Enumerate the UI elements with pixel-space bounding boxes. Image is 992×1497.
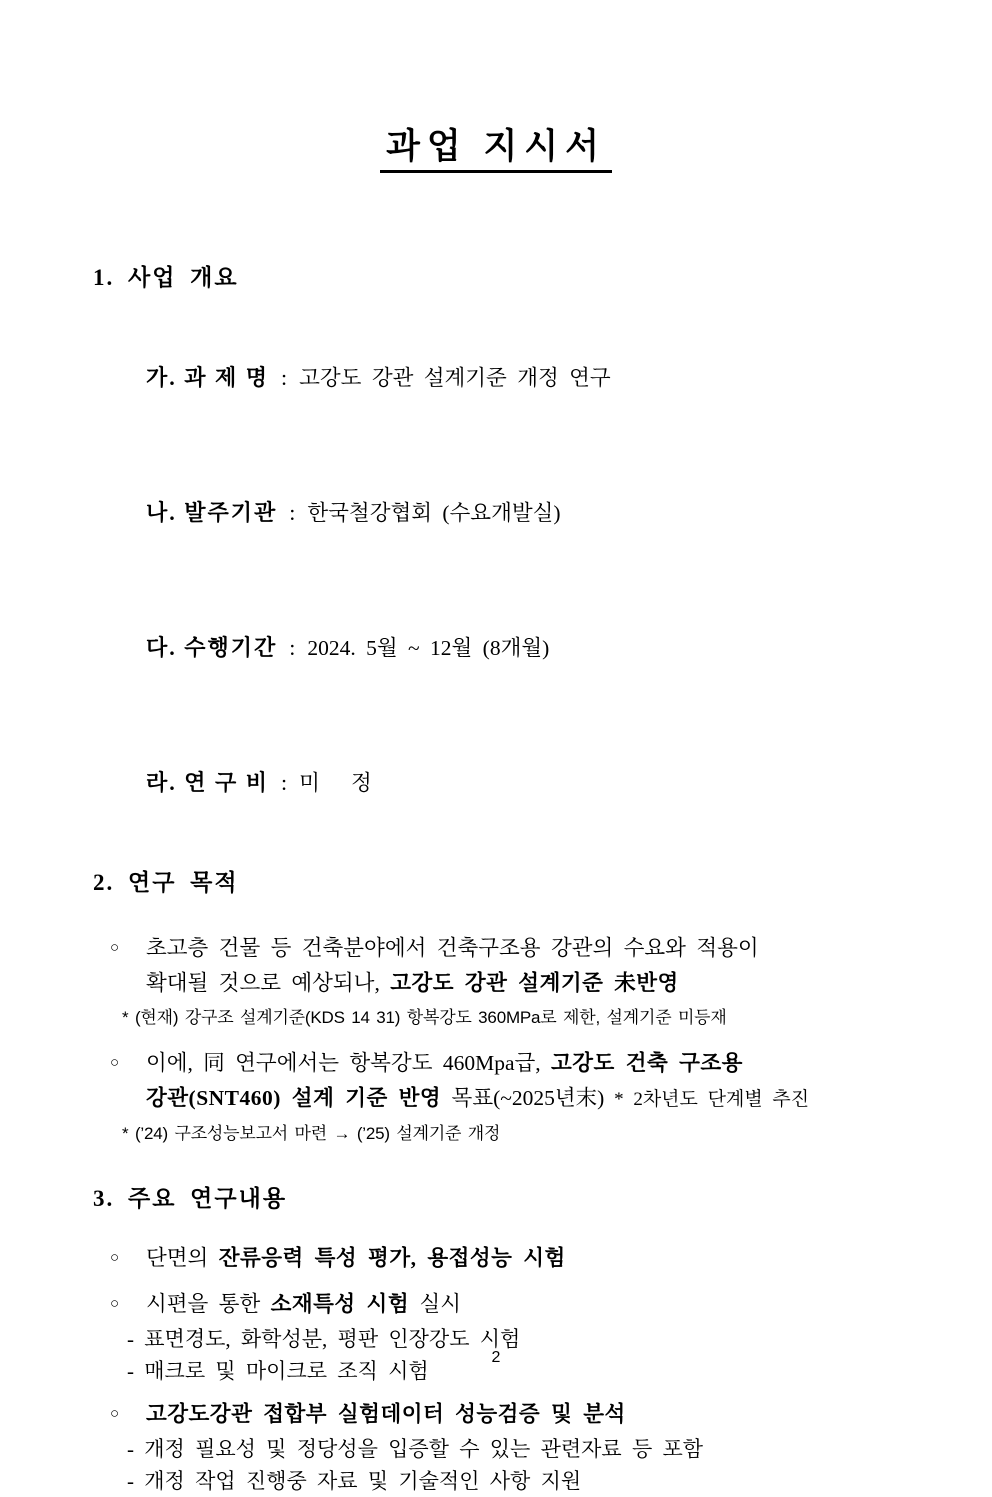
purpose-bullet-2 xyxy=(110,1046,992,1117)
contents-bullet-2-text: 시편을 통한 소재특성 시험 실시 xyxy=(146,1292,462,1316)
circle-bullet-icon: ○ xyxy=(110,1250,120,1266)
field-period xyxy=(113,603,992,693)
document-title-text: 과업 지시서 xyxy=(380,127,612,173)
circle-bullet-icon: ○ xyxy=(110,1055,120,1071)
section3-heading: 3. 주요 연구내용 xyxy=(93,1186,288,1211)
field-ordering-agency-label: 나. 발주기관 xyxy=(146,500,278,525)
colon-separator: : xyxy=(289,500,296,525)
section-project-overview xyxy=(0,263,992,828)
field-ordering-agency xyxy=(113,468,992,558)
field-research-budget-value: 미 정 xyxy=(299,771,372,795)
field-ordering-agency-value: 한국철강협회 (수요개발실) xyxy=(307,501,561,525)
document-title xyxy=(0,0,992,168)
purpose-footnote-1: * (현재) 강구조 설계기준(KDS 14 31) 항복강도 360MPa로 제한, 설계기준 미등재 xyxy=(122,1008,727,1027)
sub-item-macro-micro-tests: - 매크로 및 마이크로 조직 시험 xyxy=(127,1359,429,1383)
section1-heading: 1. 사업 개요 xyxy=(93,265,239,290)
contents-bullet-3-text: 고강도강관 접합부 실험데이터 성능검증 및 분석 xyxy=(146,1402,626,1426)
circle-bullet-icon: ○ xyxy=(110,940,120,956)
contents-bullet-1 xyxy=(110,1241,992,1276)
sub-item-revision-justification: - 개정 필요성 및 정당성을 입증할 수 있는 관련자료 등 포함 xyxy=(127,1437,704,1461)
page-number: 2 xyxy=(491,1349,501,1366)
field-project-name xyxy=(113,333,992,423)
colon-separator: : xyxy=(281,365,288,390)
section-research-purpose xyxy=(0,868,992,1147)
field-research-budget-label: 라. 연 구 비 xyxy=(146,770,270,795)
circle-bullet-icon: ○ xyxy=(110,1296,120,1312)
section-research-contents xyxy=(0,1184,992,1497)
circle-bullet-icon: ○ xyxy=(110,1406,120,1422)
field-period-value: 2024. 5월 ~ 12월 (8개월) xyxy=(307,636,550,660)
colon-separator: : xyxy=(281,770,288,795)
sub-item-surface-tests: - 표면경도, 화학성분, 평판 인장강도 시험 xyxy=(127,1327,521,1351)
field-research-budget xyxy=(113,738,992,828)
contents-bullet-3 xyxy=(110,1397,992,1432)
purpose-footnote-2: * (’24) 구조성능보고서 마련 → (’25) 설계기준 개정 xyxy=(122,1124,501,1143)
contents-bullet-2 xyxy=(110,1287,992,1322)
colon-separator: : xyxy=(289,635,296,660)
purpose-bullet-1-text: 초고층 건물 등 건축분야에서 건축구조용 강관의 수요와 적용이 확대될 것으로 예상되나, 고강도 강관 설계기준 未반영 xyxy=(146,936,759,995)
contents-bullet-3-subitems xyxy=(0,1433,992,1497)
sub-item-revision-support: - 개정 작업 진행중 자료 및 기술적인 사항 지원 xyxy=(127,1469,582,1493)
field-period-label: 다. 수행기간 xyxy=(146,635,278,660)
contents-bullet-1-text: 단면의 잔류응력 특성 평가, 용접성능 시험 xyxy=(146,1246,566,1270)
field-project-name-value: 고강도 강관 설계기준 개정 연구 xyxy=(299,366,611,390)
purpose-bullet-2-text: 이에, 同 연구에서는 항복강도 460Mpa급, 고강도 건축 구조용 강관(SNT460) 설계 기준 반영 목표(~2025년末) * 2차년도 단계별 추진 xyxy=(146,1051,810,1110)
section2-heading: 2. 연구 목적 xyxy=(93,870,239,895)
field-project-name-label: 가. 과 제 명 xyxy=(146,365,270,390)
purpose-bullet-1 xyxy=(110,931,992,1001)
